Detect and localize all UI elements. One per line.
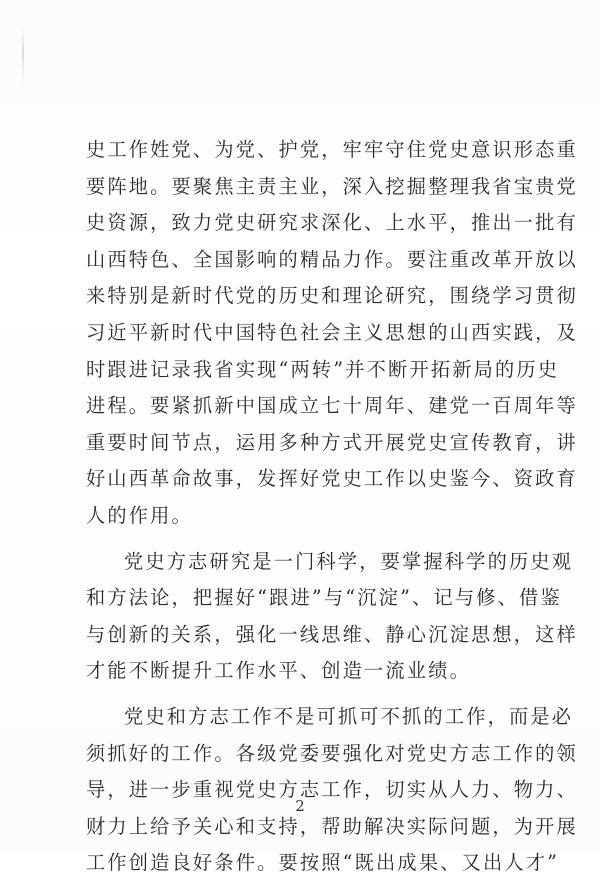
text-line: 导，进一步重视党史方志工作，切实从人力、物力、 <box>86 778 578 802</box>
text-line: 和方法论，把握好“跟进”与“沉淀”、记与修、借鉴 <box>86 586 562 610</box>
document-body <box>86 132 578 882</box>
text-line: 进程。要紧抓新中国成立七十周年、建党一百周年等 <box>86 394 578 418</box>
text-line: 与创新的关系，强化一线思维、静心沉淀思想，这样 <box>86 622 578 646</box>
text-line: 财力上给予关心和支持，帮助解决实际问题，为开展 <box>86 814 578 838</box>
text-line: 才能不断提升工作水平、创造一流业绩。 <box>86 659 471 683</box>
text-line: 要阵地。要聚焦主责主业，深入挖掘整理我省宝贵党 <box>86 174 578 198</box>
text-line: 重要时间节点，运用多种方式开展党史宣传教育，讲 <box>86 430 578 454</box>
text-line: 史工作姓党、为党、护党，牢牢守住党史意识形态重 <box>86 138 578 161</box>
text-line-indented: 党史方志研究是一门科学，要掌握科学的历史观 <box>124 549 574 573</box>
text-line: 人的作用。 <box>86 503 193 527</box>
text-line-indented: 党史和方志工作不是可抓可不抓的工作，而是必 <box>124 704 574 728</box>
paragraph-2 <box>86 544 578 690</box>
scan-artifact <box>22 28 24 88</box>
paragraph-3 <box>86 699 578 882</box>
text-line: 工作创造良好条件。要按照“既出成果、又出人才” <box>86 851 560 875</box>
text-line: 须抓好的工作。各级党委要强化对党史方志工作的领 <box>86 741 578 765</box>
text-line: 来特别是新时代党的历史和理论研究，围绕学习贯彻 <box>86 284 578 308</box>
text-line: 史资源，致力党史研究求深化、上水平，推出一批有 <box>86 211 578 235</box>
text-line: 习近平新时代中国特色社会主义思想的山西实践，及 <box>86 320 578 344</box>
text-line: 时跟进记录我省实现“两转”并不断开拓新局的历史 <box>86 357 560 381</box>
page-number: 2 <box>295 797 305 815</box>
paragraph-1 <box>86 132 578 535</box>
text-line: 山西特色、全国影响的精品力作。要注重改革开放以 <box>86 247 578 271</box>
text-line: 好山西革命故事，发挥好党史工作以史鉴今、资政育 <box>86 467 578 491</box>
